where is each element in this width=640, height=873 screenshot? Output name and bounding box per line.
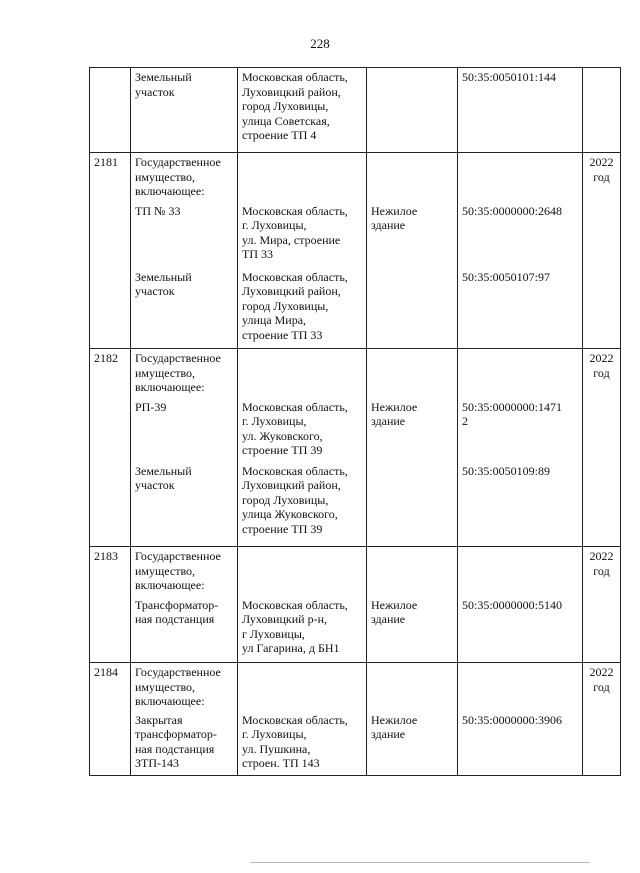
property-type <box>367 462 458 547</box>
table-row <box>90 202 621 268</box>
cadastral-number: 50:35:0050107:97 <box>458 268 583 349</box>
scan-artifact-line <box>250 862 590 863</box>
property-address <box>238 349 367 398</box>
table-row <box>90 398 621 462</box>
cadastral-number: 50:35:0000000:5140 <box>458 596 583 663</box>
transfer-year <box>583 596 621 663</box>
table-row <box>90 153 621 202</box>
transfer-year <box>583 711 621 776</box>
transfer-year: 2022 год <box>583 349 621 398</box>
transfer-year <box>583 268 621 349</box>
table-row <box>90 596 621 663</box>
property-type: Нежилое здание <box>367 202 458 268</box>
row-number: 2183 <box>90 547 131 596</box>
table-row <box>90 663 621 711</box>
property-address <box>238 663 367 711</box>
row-number: 2182 <box>90 349 131 398</box>
property-type <box>367 349 458 398</box>
transfer-year <box>583 202 621 268</box>
property-name: Земельный участок <box>131 462 238 547</box>
property-type <box>367 663 458 711</box>
property-address: Московская область, Луховицкий р-н, г Луховицы, ул Гагарина, д БН1 <box>238 596 367 663</box>
table-row <box>90 547 621 596</box>
transfer-year <box>583 68 621 153</box>
transfer-year: 2022 год <box>583 547 621 596</box>
property-address: Московская область, г. Луховицы, ул. Мира, строение ТП 33 <box>238 202 367 268</box>
property-type: Нежилое здание <box>367 398 458 462</box>
cadastral-number: 50:35:0000000:2648 <box>458 202 583 268</box>
cadastral-number <box>458 547 583 596</box>
property-address: Московская область, Луховицкий район, город Луховицы, улица Жуковского, строение ТП 39 <box>238 462 367 547</box>
cadastral-number <box>458 663 583 711</box>
transfer-year: 2022 год <box>583 153 621 202</box>
table-row <box>90 68 621 153</box>
row-number <box>90 68 131 153</box>
cadastral-number: 50:35:0000000:1471 2 <box>458 398 583 462</box>
property-name: Государственное имущество, включающее: <box>131 349 238 398</box>
transfer-year <box>583 398 621 462</box>
property-name: ТП № 33 <box>131 202 238 268</box>
row-number <box>90 711 131 776</box>
property-name: Земельный участок <box>131 68 238 153</box>
cadastral-number: 50:35:0050109:89 <box>458 462 583 547</box>
property-type <box>367 68 458 153</box>
row-number <box>90 398 131 462</box>
property-name: РП-39 <box>131 398 238 462</box>
transfer-year: 2022 год <box>583 663 621 711</box>
row-number <box>90 202 131 268</box>
property-type <box>367 153 458 202</box>
cadastral-number <box>458 349 583 398</box>
table-row <box>90 462 621 547</box>
property-name: Трансформатор- ная подстанция <box>131 596 238 663</box>
row-number: 2181 <box>90 153 131 202</box>
property-name: Государственное имущество, включающее: <box>131 547 238 596</box>
property-address <box>238 547 367 596</box>
property-type <box>367 268 458 349</box>
property-address: Московская область, Луховицкий район, город Луховицы, улица Советская, строение ТП 4 <box>238 68 367 153</box>
table-row <box>90 268 621 349</box>
property-type: Нежилое здание <box>367 596 458 663</box>
property-type: Нежилое здание <box>367 711 458 776</box>
row-number <box>90 596 131 663</box>
property-address: Московская область, г. Луховицы, ул. Жуковского, строение ТП 39 <box>238 398 367 462</box>
property-name: Земельный участок <box>131 268 238 349</box>
cadastral-number: 50:35:0050101:144 <box>458 68 583 153</box>
property-address: Московская область, г. Луховицы, ул. Пушкина, строен. ТП 143 <box>238 711 367 776</box>
row-number: 2184 <box>90 663 131 711</box>
cadastral-number: 50:35:0000000:3906 <box>458 711 583 776</box>
table-row <box>90 711 621 776</box>
property-type <box>367 547 458 596</box>
property-name: Государственное имущество, включающее: <box>131 663 238 711</box>
row-number <box>90 462 131 547</box>
row-number <box>90 268 131 349</box>
property-registry-table <box>89 67 621 776</box>
property-name: Государственное имущество, включающее: <box>131 153 238 202</box>
table-row <box>90 349 621 398</box>
cadastral-number <box>458 153 583 202</box>
transfer-year <box>583 462 621 547</box>
page-number: 228 <box>310 36 330 51</box>
property-name: Закрытая трансформатор- ная подстанция ЗТП-143 <box>131 711 238 776</box>
property-address: Московская область, Луховицкий район, город Луховицы, улица Мира, строение ТП 33 <box>238 268 367 349</box>
property-address <box>238 153 367 202</box>
